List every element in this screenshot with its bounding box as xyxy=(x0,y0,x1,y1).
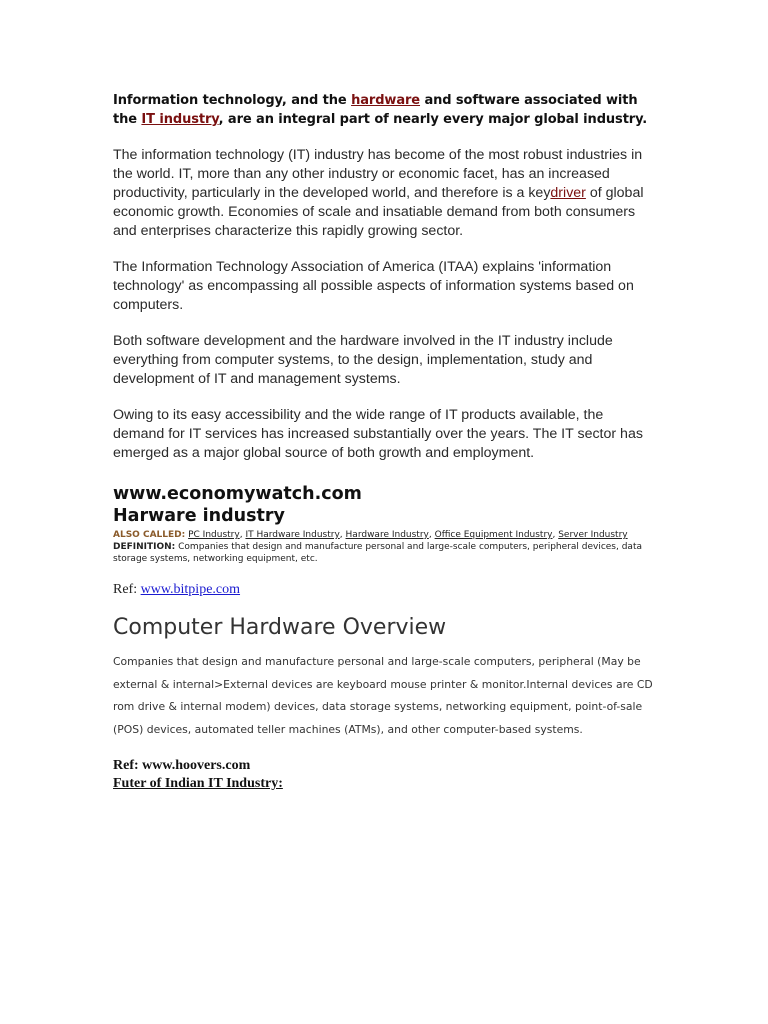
intro-text-pre: Information technology, and the xyxy=(113,93,352,108)
bitpipe-link[interactable]: www.bitpipe.com xyxy=(140,582,241,597)
para1-text-pre: The information technology (IT) industry has become of the most robust industries in the world. IT, more than any other industry or economic facet, has an increased productivity, particularly in the developed world, and therefore is a key xyxy=(113,147,643,201)
intro-paragraph xyxy=(113,91,653,129)
paragraph-itaa: The Information Technology Association of America (ITAA) explains 'information technology' as encompassing all possible aspects of information systems based on computers. xyxy=(113,259,634,313)
hardware-link[interactable]: hardware xyxy=(351,93,421,108)
tag-office-equipment-industry[interactable]: Office Equipment Industry xyxy=(434,530,553,540)
paragraph-it-industry xyxy=(113,146,653,241)
paragraph-software-hardware: Both software development and the hardware involved in the IT industry include everything from computer systems, to the design, implementation, study and development of IT and management systems. xyxy=(113,333,613,387)
tag-separator: , xyxy=(239,530,246,540)
tag-hardware-industry[interactable]: Hardware Industry xyxy=(345,530,429,540)
tag-it-hardware-industry[interactable]: IT Hardware Industry xyxy=(245,530,340,540)
definition-text: Companies that design and manufacture personal and large-scale computers, peripheral devices, data storage systems, networking equipment, etc. xyxy=(113,542,642,564)
ref-bitpipe xyxy=(113,581,653,599)
document-content xyxy=(113,91,653,793)
intro-text-mid: and software associated with the xyxy=(113,93,638,127)
tag-separator: , xyxy=(428,530,435,540)
site-heading: www.economywatch.com xyxy=(113,484,362,504)
tag-server-industry[interactable]: Server Industry xyxy=(558,530,628,540)
tag-separator: , xyxy=(339,530,346,540)
paragraph-accessibility: Owing to its easy accessibility and the wide range of IT products available, the demand for IT services has increased substantially over the years. The IT sector has emerged as a major global source of both growth and employment. xyxy=(113,407,643,461)
overview-heading: Computer Hardware Overview xyxy=(113,615,447,640)
driver-link[interactable]: driver xyxy=(550,185,586,201)
definition-label: DEFINITION: xyxy=(113,542,176,552)
tag-separator: , xyxy=(552,530,559,540)
ref-hoovers: Ref: www.hoovers.com xyxy=(113,758,251,774)
ref-label: Ref: xyxy=(113,582,141,597)
it-industry-link[interactable]: IT industry xyxy=(141,112,219,127)
para1-text-post: of global economic growth. Economies of scale and insatiable demand from both consumers and enterprises characterize this rapidly growing sector. xyxy=(113,185,644,239)
overview-body: Companies that design and manufacture personal and large-scale computers, peripheral (May be external & internal>External devices are keyboard mouse printer & monitor.Internal devices are CD rom drive & internal modem) devices, data storage systems, networking equipment, point-of-sale (POS) devices, automated teller machines (ATMs), and other computer-based systems. xyxy=(113,655,653,736)
definition-line xyxy=(113,541,653,565)
tag-pc-industry[interactable]: PC Industry xyxy=(188,530,240,540)
intro-text-post: , are an integral part of nearly every major global industry. xyxy=(218,112,648,127)
futer-heading: Futer of Indian IT Industry: xyxy=(113,776,283,792)
also-called-line xyxy=(113,529,653,541)
hardware-industry-heading: Harware industry xyxy=(113,506,285,526)
also-called-label: ALSO CALLED: xyxy=(113,530,186,540)
